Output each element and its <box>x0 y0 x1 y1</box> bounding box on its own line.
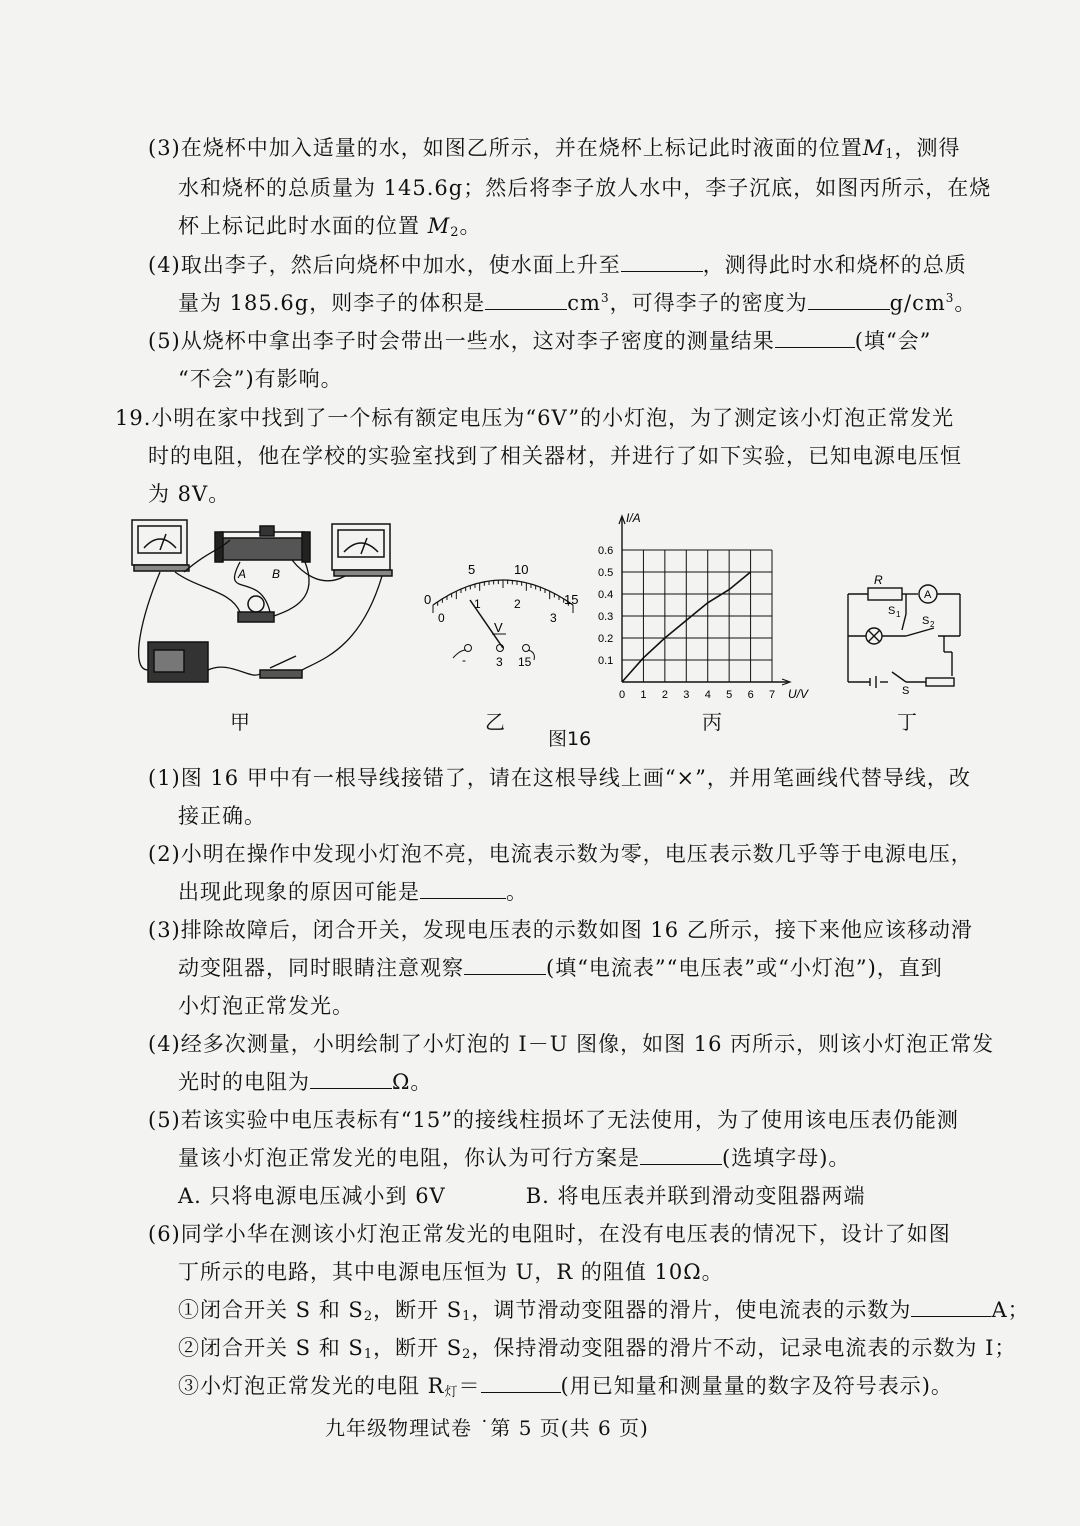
label-ammeter: A <box>924 589 932 601</box>
symbol-m: M <box>862 136 886 160</box>
q19-intro-line3: 为 8V。 <box>148 482 231 506</box>
terminal-label-3: 3 <box>496 655 503 669</box>
x-tick-label: 1 <box>640 689 647 701</box>
chart-y-label: I/A <box>626 511 641 525</box>
q19-part1-line2: 接正确。 <box>178 804 266 828</box>
text: (填“电流表”“电压表”或“小灯泡”)，直到 <box>546 956 943 980</box>
text: 。 <box>506 880 528 904</box>
figure-voltmeter-yi <box>418 560 588 670</box>
answer-blank[interactable] <box>808 291 890 310</box>
q19-part6-line1: (6)同学小华在测该小灯泡正常发光的电阻时，在没有电压表的情况下，设计了如图 <box>148 1222 951 1246</box>
figure-schematic-ding <box>840 572 970 697</box>
answer-blank[interactable] <box>481 1374 561 1393</box>
q19-part3-line3: 小灯泡正常发光。 <box>178 994 354 1018</box>
resistor-r <box>868 588 902 600</box>
text: cm <box>567 291 601 315</box>
rheostat-label-a: A <box>238 567 247 581</box>
figure-label-ding: 丁 <box>897 710 917 734</box>
q18-part4-line2 <box>178 287 976 317</box>
text: (选填字母)。 <box>722 1146 851 1170</box>
q18-part5-line2: “不会”)有影响。 <box>178 367 343 391</box>
label-s1-sub: 1 <box>896 610 901 619</box>
switch-s-blade <box>892 672 906 682</box>
battery-box <box>148 642 208 682</box>
x-tick-label: 2 <box>661 689 668 701</box>
dial-ticks <box>433 580 573 613</box>
text: ③小灯泡正常发光的电阻 R <box>178 1374 445 1398</box>
scale-bottom-1: 1 <box>474 597 481 611</box>
y-tick-label: 0.3 <box>598 611 614 623</box>
switch-s2-blade <box>906 628 934 636</box>
q18-part3-line2: 水和烧杯的总质量为 145.6g；然后将李子放人水中，李子沉底，如图丙所示，在烧 <box>178 176 992 200</box>
figure-caption: 图16 <box>548 728 592 750</box>
text: 动变阻器，同时眼睛注意观察 <box>178 956 464 980</box>
y-tick-label: 0.6 <box>598 545 614 557</box>
text: ，保持滑动变阻器的滑片不动，记录电流表的示数为 I； <box>471 1336 1017 1360</box>
terminal-label-15: 15 <box>518 655 532 669</box>
text: (3)在烧杯中加入适量的水，如图乙所示，并在烧杯上标记此时液面的位置 <box>148 136 863 160</box>
q19-part5-options <box>178 1180 866 1210</box>
figure-label-yi: 乙 <box>485 710 505 734</box>
q18-part3-line1 <box>148 132 961 162</box>
subscript: 1 <box>885 147 895 162</box>
q19-part2-line2 <box>178 876 528 906</box>
q19-part6-step1 <box>178 1294 1030 1324</box>
unit-v: V <box>494 620 503 635</box>
q19-part3-line2 <box>178 952 943 982</box>
q19-part3-line1: (3)排除故障后，闭合开关，发现电压表的示数如图 16 乙所示，接下来他应该移动滑 <box>148 918 973 942</box>
symbol-m: M <box>427 214 451 238</box>
switch <box>260 656 302 678</box>
y-tick-label: 0.1 <box>598 655 614 667</box>
text: ，测得此时水和烧杯的总质 <box>702 253 967 277</box>
answer-blank[interactable] <box>775 329 855 348</box>
answer-blank[interactable] <box>310 1070 392 1089</box>
x-tick-label: 0 <box>619 689 626 701</box>
text: ＝ <box>458 1374 481 1398</box>
subscript: 1 <box>462 1309 472 1324</box>
scale-top-5: 5 <box>468 562 476 577</box>
switch-s1-blade <box>902 614 906 630</box>
page-footer: 九年级物理试卷 ˙第 5 页(共 6 页) <box>325 1416 649 1440</box>
figure-circuit-jia <box>120 510 400 710</box>
rheostat <box>215 526 310 562</box>
text: ，调节滑动变阻器的滑片，使电流表的示数为 <box>471 1298 912 1322</box>
text: 。 <box>954 291 977 315</box>
text: 量该小灯泡正常发光的电阻，你认为可行方案是 <box>178 1146 640 1170</box>
q19-part5-line1: (5)若该实验中电压表标有“15”的接线柱损坏了无法使用，为了使用该电压表仍能测 <box>148 1108 959 1132</box>
answer-blank[interactable] <box>420 880 506 899</box>
q19-intro-line1: 19.小明在家中找到了一个标有额定电压为“6V”的小灯泡，为了测定该小灯泡正常发光 <box>115 406 955 430</box>
q18-part5-line1 <box>148 325 931 355</box>
q19-intro-line2: 时的电阻，他在学校的实验室找到了相关器材，并进行了如下实验，已知电源电压恒 <box>148 444 962 468</box>
text: 。 <box>459 214 482 238</box>
text: ，断开 S <box>373 1298 463 1322</box>
x-tick-label: 5 <box>726 689 733 701</box>
text: Ω。 <box>392 1070 433 1094</box>
text: ①闭合开关 S 和 S <box>178 1298 364 1322</box>
x-tick-label: 7 <box>769 689 776 701</box>
text: (用已知量和测量量的数字及符号表示)。 <box>560 1374 953 1398</box>
voltmeter-right <box>332 524 392 576</box>
rheostat-symbol <box>926 678 954 686</box>
q19-part6-line2: 丁所示的电路，其中电源电压恒为 U，R 的阻值 10Ω。 <box>178 1260 724 1284</box>
figure-label-jia: 甲 <box>230 710 250 734</box>
y-tick-label: 0.4 <box>598 589 614 601</box>
chart-x-label: U/V <box>788 687 809 701</box>
subscript: 2 <box>363 1309 374 1324</box>
text: (4)取出李子，然后向烧杯中加水，使水面上升至 <box>148 253 621 277</box>
scale-bottom-3: 3 <box>550 611 557 625</box>
text: 杯上标记此时水面的位置 <box>178 214 420 238</box>
label-s2-sub: 2 <box>930 620 935 629</box>
text: A； <box>991 1298 1030 1322</box>
q19-part2-line1: (2)小明在操作中发现小灯泡不亮，电流表示数为零，电压表示数几乎等于电源电压， <box>148 842 973 866</box>
q19-part1-line1: (1)图 16 甲中有一根导线接错了，请在这根导线上画“×”，并用笔画线代替导线，改 <box>148 766 971 790</box>
scale-bottom-2: 2 <box>514 597 521 611</box>
scale-bottom-0: 0 <box>438 611 445 625</box>
scale-top-0: 0 <box>424 592 432 607</box>
q18-part4-line1 <box>148 249 967 279</box>
answer-blank[interactable] <box>485 291 567 310</box>
answer-blank[interactable] <box>621 253 703 272</box>
label-r: R <box>874 573 883 587</box>
ammeter-left <box>132 520 189 571</box>
text: g/cm <box>889 291 946 315</box>
option-a: A. 只将电源电压减小到 6V <box>178 1184 446 1208</box>
text: ，可得李子的密度为 <box>609 291 808 315</box>
figure-iu-chart <box>590 510 820 705</box>
subscript: 2 <box>450 225 460 240</box>
text: 出现此现象的原因可能是 <box>178 880 420 904</box>
q19-part5-line2 <box>178 1142 850 1172</box>
y-tick-label: 0.2 <box>598 633 614 645</box>
scale-top-10: 10 <box>514 562 529 577</box>
text: (填“会” <box>854 329 932 353</box>
answer-blank[interactable] <box>464 956 546 975</box>
rheostat-label-b: B <box>272 567 281 581</box>
subscript: 灯 <box>444 1385 459 1400</box>
label-s1: S <box>888 605 896 617</box>
superscript: 3 <box>945 291 955 305</box>
figure-label-bing: 丙 <box>702 710 722 734</box>
x-tick-label: 6 <box>747 689 754 701</box>
superscript: 3 <box>600 291 610 305</box>
subscript: 1 <box>363 1347 374 1362</box>
x-tick-label: 3 <box>683 689 690 701</box>
label-s: S <box>902 685 910 697</box>
subscript: 2 <box>462 1347 472 1362</box>
option-b: B. 将电压表并联到滑动变阻器两端 <box>525 1184 866 1208</box>
text: ，测得 <box>894 136 961 160</box>
text: (5)从烧杯中拿出李子时会带出一些水，这对李子密度的测量结果 <box>148 329 775 353</box>
terminal-label-neg: - <box>462 653 466 667</box>
answer-blank[interactable] <box>911 1298 991 1317</box>
text: ，断开 S <box>373 1336 463 1360</box>
scale-top-15: 15 <box>564 592 579 607</box>
chart-grid <box>622 550 772 682</box>
q19-part6-step3 <box>178 1370 953 1400</box>
q18-part3-line3 <box>178 210 481 240</box>
q19-part4-line2 <box>178 1066 432 1096</box>
text: ②闭合开关 S 和 S <box>178 1336 364 1360</box>
label-s2: S <box>922 615 930 627</box>
text: 量为 185.6g，则李子的体积是 <box>178 291 486 315</box>
x-tick-label: 4 <box>704 689 711 701</box>
text: 光时的电阻为 <box>178 1070 310 1094</box>
answer-blank[interactable] <box>640 1146 722 1165</box>
q19-part4-line1: (4)经多次测量，小明绘制了小灯泡的 I－U 图像，如图 16 丙所示，则该小灯泡正常发 <box>148 1032 995 1056</box>
q19-part6-step2 <box>178 1332 1016 1362</box>
y-tick-label: 0.5 <box>598 567 614 579</box>
